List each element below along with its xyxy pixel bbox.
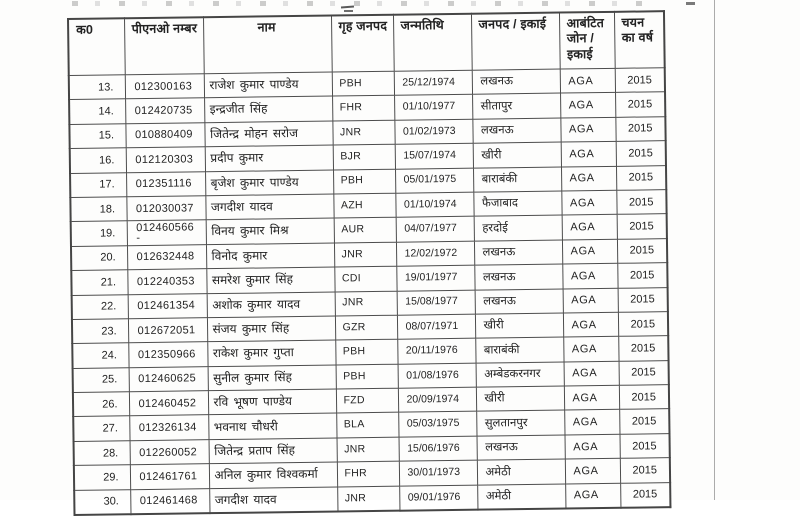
cell-name: अशोक कुमार यादव bbox=[207, 292, 335, 318]
cell-name: रवि भूषण पाण्डेय bbox=[208, 389, 336, 415]
cell-year: 2015 bbox=[615, 116, 665, 141]
cell-sno: 28. bbox=[74, 441, 130, 466]
cell-dob: 01/10/1977 bbox=[394, 95, 472, 120]
cell-name: राकेश कुमार गुप्ता bbox=[207, 340, 335, 366]
cell-sno: 29. bbox=[74, 465, 130, 490]
cell-name: बृजेश कुमार पाण्डेय bbox=[205, 170, 333, 196]
cell-year: 2015 bbox=[619, 360, 669, 385]
cell-year: 2015 bbox=[615, 68, 665, 93]
cell-zone: AGA bbox=[560, 117, 615, 142]
cell-pno: 012120303 bbox=[126, 147, 205, 172]
cell-year: 2015 bbox=[618, 312, 668, 337]
cell-dob: 01/10/1974 bbox=[395, 192, 473, 217]
cell-year: 2015 bbox=[617, 214, 667, 239]
cell-pno: 012260052 bbox=[130, 440, 209, 465]
cell-zone: AGA bbox=[564, 434, 619, 459]
column-header-sno: क0 bbox=[68, 18, 125, 75]
cell-pno: 012030037 bbox=[126, 196, 205, 221]
table-body bbox=[69, 68, 671, 515]
cell-home: JNR bbox=[332, 120, 394, 145]
cell-dob: 01/02/1973 bbox=[394, 119, 472, 144]
cell-sno: 30. bbox=[74, 489, 130, 515]
cell-name: जितेन्द्र प्रताप सिंह bbox=[209, 438, 337, 464]
cell-dob: 12/02/1972 bbox=[396, 241, 474, 266]
cell-sno: 24. bbox=[72, 343, 128, 368]
cell-home: PBH bbox=[333, 169, 395, 194]
cell-dob: 05/01/1975 bbox=[395, 168, 473, 193]
cell-district: फैजाबाद bbox=[473, 191, 561, 217]
column-header-year: चयन का वर्ष bbox=[614, 11, 665, 68]
cell-home: FHR bbox=[332, 96, 394, 121]
cell-dob: 09/01/1976 bbox=[399, 485, 477, 511]
cell-district: अम्बेडकरनगर bbox=[476, 362, 564, 388]
cell-zone: AGA bbox=[562, 215, 617, 240]
cell-district: लखनऊ bbox=[475, 289, 563, 315]
cell-pno: 012420735 bbox=[125, 98, 204, 123]
column-header-home: गृह जनपद bbox=[331, 15, 394, 72]
cell-name: सुनील कुमार सिंह bbox=[208, 365, 336, 391]
cell-district: लखनऊ bbox=[474, 264, 562, 290]
scan-artifact-mark bbox=[341, 6, 354, 9]
cell-home: PBH bbox=[335, 340, 397, 365]
cell-sno: 22. bbox=[72, 294, 128, 319]
cell-dob: 05/03/1975 bbox=[398, 412, 476, 437]
cell-name: जगदीश यादव bbox=[205, 194, 333, 220]
cell-name: राजेश कुमार पाण्डेय bbox=[204, 72, 332, 98]
cell-district: बाराबंकी bbox=[475, 337, 563, 363]
scan-artifact-mark bbox=[686, 2, 695, 5]
cell-home: AUR bbox=[334, 218, 396, 243]
cell-name: भवनाथ चौधरी bbox=[208, 413, 336, 439]
cell-district: अमेठी bbox=[477, 484, 565, 510]
cell-home: BLA bbox=[336, 413, 398, 438]
cell-name: समरेश कुमार सिंह bbox=[206, 267, 334, 293]
cell-pno: 012240353 bbox=[127, 269, 206, 294]
cell-name: जगदीश यादव bbox=[209, 487, 337, 514]
cell-home: CDI bbox=[334, 266, 396, 291]
cell-home: AZH bbox=[333, 193, 395, 218]
cell-year: 2015 bbox=[620, 482, 670, 508]
cell-name: अनिल कुमार विश्वकर्मा bbox=[209, 462, 337, 488]
cell-year: 2015 bbox=[619, 385, 669, 410]
column-header-pno: पीएनओ नम्बर bbox=[124, 17, 204, 75]
cell-sno: 27. bbox=[73, 416, 129, 441]
cell-sno: 18. bbox=[70, 197, 126, 222]
cell-pno: 012326134 bbox=[129, 415, 208, 440]
cell-zone: AGA bbox=[562, 239, 617, 264]
cell-sno: 23. bbox=[72, 319, 128, 344]
cell-dob: 15/07/1974 bbox=[395, 143, 473, 168]
cell-zone: AGA bbox=[562, 263, 617, 288]
cell-district: लखनऊ bbox=[477, 435, 565, 461]
cell-sno: 21. bbox=[71, 270, 127, 295]
cell-name: प्रदीप कुमार bbox=[205, 145, 333, 171]
cell-zone: AGA bbox=[561, 142, 616, 167]
cell-year: 2015 bbox=[620, 458, 670, 483]
cell-name: जितेन्द्र मोहन सरोज bbox=[204, 121, 332, 147]
cell-dob: 20/11/1976 bbox=[397, 338, 475, 363]
cell-pno: 012461761 bbox=[130, 464, 209, 489]
cell-name: संजय कुमार सिंह bbox=[207, 316, 335, 342]
cell-zone: AGA bbox=[560, 93, 615, 118]
pno-note: - bbox=[136, 232, 141, 245]
cell-district: खीरी bbox=[475, 313, 563, 339]
cell-home: FHR bbox=[337, 461, 399, 486]
cell-zone: AGA bbox=[560, 68, 615, 93]
cell-home: JNR bbox=[337, 486, 399, 512]
column-header-name: नाम bbox=[203, 16, 332, 74]
cell-pno: 012460566 - bbox=[127, 220, 206, 245]
column-header-zone: आबंटित जोन / इकाई bbox=[559, 12, 615, 69]
cell-year: 2015 bbox=[618, 336, 668, 361]
cell-home: GZR bbox=[335, 315, 397, 340]
column-header-district: जनपद / इकाई bbox=[471, 13, 560, 71]
column-header-dob: जन्मतिथि bbox=[393, 14, 472, 72]
cell-home: PBH bbox=[332, 71, 394, 96]
cell-district: बाराबंकी bbox=[473, 167, 561, 193]
cell-home: JNR bbox=[335, 291, 397, 316]
cell-home: JNR bbox=[334, 242, 396, 267]
cell-sno: 25. bbox=[73, 367, 129, 392]
header-row bbox=[68, 11, 665, 75]
cell-zone: AGA bbox=[564, 410, 619, 435]
cell-year: 2015 bbox=[618, 287, 668, 312]
cell-pno: 010880409 bbox=[125, 122, 204, 147]
cell-pno: 012461468 bbox=[130, 488, 209, 514]
cell-pno: 012350966 bbox=[128, 342, 207, 367]
cell-year: 2015 bbox=[617, 238, 667, 263]
cell-sno: 20. bbox=[71, 245, 127, 270]
cell-pno: 012460625 bbox=[129, 366, 208, 391]
cell-pno: 012460452 bbox=[129, 391, 208, 416]
cell-year: 2015 bbox=[615, 92, 665, 117]
cell-year: 2015 bbox=[619, 409, 669, 434]
cell-dob: 30/01/1973 bbox=[399, 460, 477, 485]
cell-name: विनय कुमार मिश्र bbox=[206, 218, 334, 244]
cell-year: 2015 bbox=[619, 434, 669, 459]
cell-dob: 04/07/1977 bbox=[396, 217, 474, 242]
cell-sno: 16. bbox=[70, 148, 126, 173]
cell-home: BJR bbox=[333, 144, 395, 169]
cell-dob: 15/06/1976 bbox=[399, 436, 477, 461]
cell-pno: 012632448 bbox=[127, 244, 206, 269]
cell-year: 2015 bbox=[616, 190, 666, 215]
cell-sno: 17. bbox=[70, 172, 126, 197]
cell-zone: AGA bbox=[564, 385, 619, 410]
cell-zone: AGA bbox=[563, 288, 618, 313]
cell-name: विनोद कुमार bbox=[206, 243, 334, 269]
cell-home: PBH bbox=[336, 364, 398, 389]
cell-name: इन्द्रजीत सिंह bbox=[204, 96, 332, 122]
cell-district: खीरी bbox=[476, 386, 564, 412]
cell-home: FZD bbox=[336, 388, 398, 413]
cell-dob: 20/09/1974 bbox=[398, 387, 476, 412]
cell-sno: 26. bbox=[73, 392, 129, 417]
cell-year: 2015 bbox=[616, 141, 666, 166]
cell-zone: AGA bbox=[561, 190, 616, 215]
page-edge-line bbox=[714, 0, 715, 500]
cell-district: लखनऊ bbox=[472, 69, 560, 95]
cell-sno: 14. bbox=[69, 99, 125, 124]
cell-year: 2015 bbox=[617, 263, 667, 288]
cell-zone: AGA bbox=[564, 361, 619, 386]
cell-dob: 19/01/1977 bbox=[396, 265, 474, 290]
cell-zone: AGA bbox=[563, 312, 618, 337]
cell-pno: 012351116 bbox=[126, 171, 205, 196]
cell-dob: 15/08/1977 bbox=[397, 290, 475, 315]
personnel-roster-table bbox=[67, 10, 671, 516]
cell-pno: 012461354 bbox=[128, 293, 207, 318]
cell-district: खीरी bbox=[473, 142, 561, 168]
cell-zone: AGA bbox=[565, 459, 620, 484]
cell-district: लखनऊ bbox=[474, 240, 562, 266]
cell-year: 2015 bbox=[616, 165, 666, 190]
cell-district: लखनऊ bbox=[472, 118, 560, 144]
cell-pno: 012300163 bbox=[125, 74, 204, 99]
cell-dob: 25/12/1974 bbox=[394, 70, 472, 95]
cell-district: सीतापुर bbox=[472, 93, 560, 119]
cell-district: सुलतानपुर bbox=[476, 410, 564, 436]
cell-pno: 012672051 bbox=[128, 318, 207, 343]
cell-zone: AGA bbox=[563, 337, 618, 362]
cell-sno: 15. bbox=[69, 124, 125, 149]
cell-dob: 08/07/1971 bbox=[397, 314, 475, 339]
cell-sno: 13. bbox=[69, 75, 125, 100]
cell-zone: AGA bbox=[561, 166, 616, 191]
scan-artifact-strip bbox=[72, 1, 658, 6]
cell-zone: AGA bbox=[565, 483, 620, 509]
cell-dob: 01/08/1976 bbox=[398, 363, 476, 388]
cell-district: अमेठी bbox=[477, 459, 565, 485]
cell-sno: 19. bbox=[71, 221, 127, 246]
cell-home: JNR bbox=[337, 437, 399, 462]
cell-district: हरदोई bbox=[474, 215, 562, 241]
scan-artifact-mark bbox=[344, 10, 353, 12]
